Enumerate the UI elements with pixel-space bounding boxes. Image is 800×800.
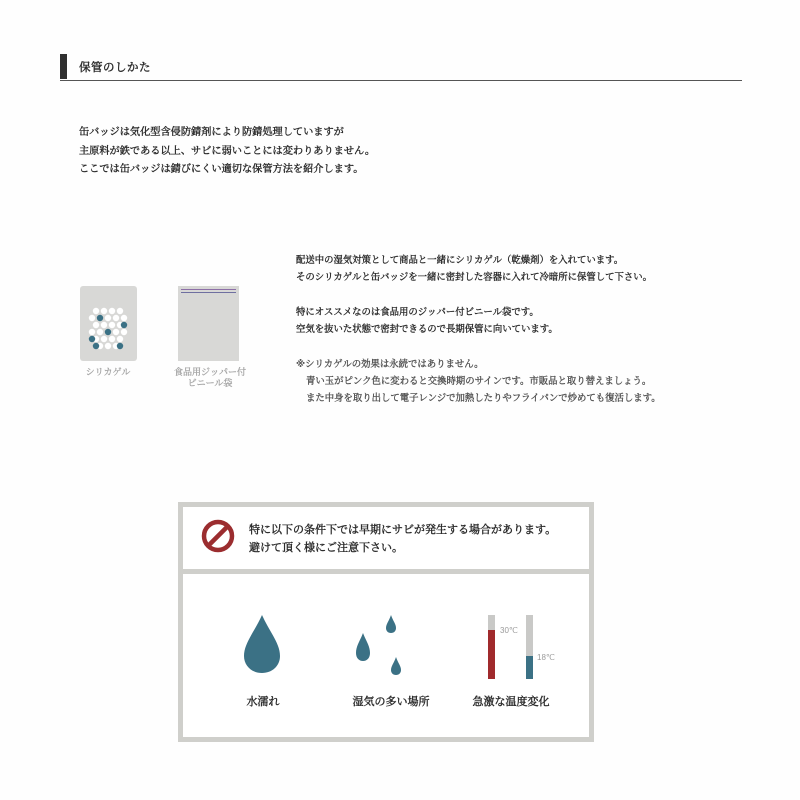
thermometer-cool-icon <box>526 615 533 679</box>
silica-gel-image <box>80 286 137 361</box>
warning-text <box>249 521 556 557</box>
zipper-bag-image <box>178 286 239 361</box>
text-line: 空気を抜いた状態で密封できるので長期保管に向いています。 <box>296 324 558 336</box>
humidity-drops-icon <box>353 613 413 677</box>
warning-line-2: 避けて頂く様にご注意下さい。 <box>249 541 403 554</box>
storage-paragraph-2 <box>296 304 558 338</box>
intro-line: 缶バッジは気化型含侵防錆剤により防錆処理していますが <box>79 127 344 138</box>
temp-high-label: 30℃ <box>500 626 518 635</box>
silica-note <box>296 356 661 408</box>
thermometer-hot-level <box>488 630 495 679</box>
section-title: 保管のしかた <box>79 60 151 74</box>
zipper-bag-caption-line1: 食品用ジッパー付 <box>173 368 246 378</box>
warning-box <box>178 502 594 742</box>
condition-label-water: 水濡れ <box>246 695 280 708</box>
note-line: また中身を取り出して電子レンジで加熱したりやフライパンで炒めても復活します。 <box>306 393 661 405</box>
note-line: 青い玉がピンク色に変わると交換時期のサインです。市販品と取り替えましょう。 <box>306 376 652 388</box>
zipper-line <box>181 289 236 290</box>
zipper-bag-caption <box>160 368 260 390</box>
prohibited-icon <box>201 519 235 553</box>
warning-line-1: 特に以下の条件下では早期にサビが発生する場合があります。 <box>249 523 557 536</box>
thermometer-cool-level <box>526 656 533 679</box>
text-line: 配送中の湿気対策として商品と一緒にシリカゲル（乾燥剤）を入れています。 <box>296 255 624 266</box>
intro-line: 主原料が鉄である以上、サビに弱いことには変わりありません。 <box>79 145 376 157</box>
condition-label-humidity: 湿気の多い場所 <box>352 695 430 708</box>
text-line: 特にオススメなのは食品用のジッパー付ビニール袋です。 <box>296 307 539 318</box>
thermometer-hot-icon <box>488 615 495 679</box>
note-line: ※シリカゲルの効果は永続ではありません。 <box>296 359 484 370</box>
intro-text <box>79 124 375 180</box>
silica-gel-beads-icon <box>80 286 137 361</box>
temp-low-label: 18℃ <box>537 653 555 662</box>
section-header <box>60 54 742 81</box>
intro-line: ここでは缶バッジは錆びにくい適切な保管方法を紹介します。 <box>79 164 364 175</box>
storage-paragraph-1 <box>296 252 652 286</box>
zipper-bag-caption-line2: ビニール袋 <box>187 379 233 389</box>
condition-label-temperature: 急激な温度変化 <box>472 695 550 708</box>
silica-gel-caption: シリカゲル <box>85 368 131 378</box>
warning-header <box>183 507 589 574</box>
zipper-line <box>181 292 236 293</box>
text-line: そのシリカゲルと缶バッジを一緒に密封した容器に入れて冷暗所に保管して下さい。 <box>296 272 652 284</box>
water-drop-icon <box>241 613 283 675</box>
header-accent-bar <box>60 54 67 79</box>
